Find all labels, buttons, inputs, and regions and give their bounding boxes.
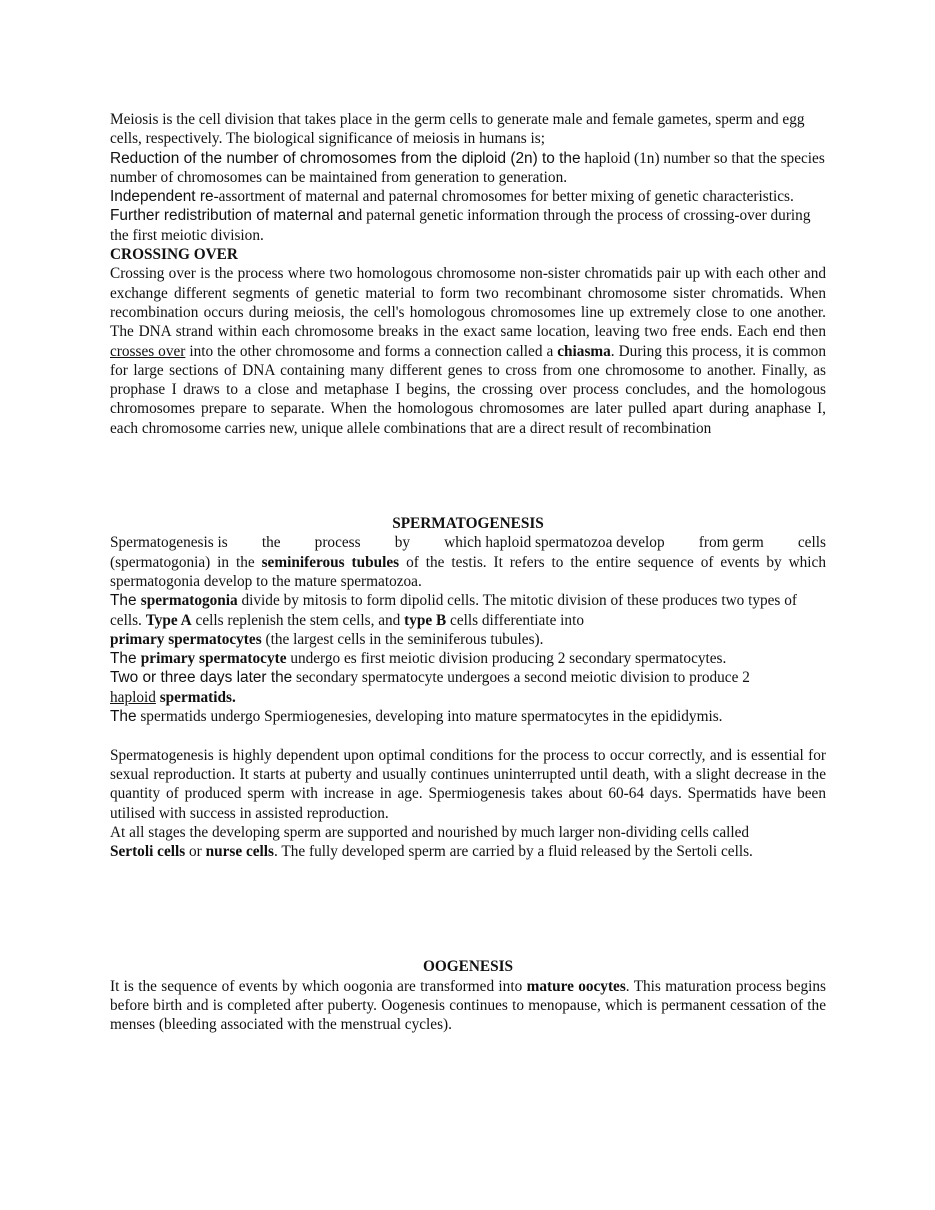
spermatogonia-paragraph <box>110 591 826 649</box>
primary-spermatocyte-paragraph <box>110 649 826 668</box>
nurse-cells-term: nurse cells <box>205 843 274 861</box>
sp-word-3: process <box>314 534 361 552</box>
secondary-spermatocyte-paragraph <box>110 668 826 707</box>
chiasma-term: chiasma <box>557 342 611 360</box>
type-a-term: Type A <box>145 611 192 629</box>
type-b-term: type B <box>404 611 447 629</box>
spermatids-paragraph <box>110 707 826 726</box>
primary-spermatocytes-term: primary spermatocytes <box>110 630 262 648</box>
spermatids-lead: The <box>110 708 137 726</box>
spermatogonia-text-1: divide by mitosis to form dipolid cells. The mitotic division of these produces two types of cells. <box>110 592 797 629</box>
point-3-rest: d paternal genetic information through the process of crossing-over during the first meiotic division. <box>110 207 811 244</box>
crosses-over-link[interactable]: crosses over <box>110 342 186 360</box>
definition-text-2: of the testis. It refers to the entire sequence of events by which spermatogonia develop to the mature spermatozoa. <box>110 553 826 590</box>
intro-paragraph: Meiosis is the cell division that takes place in the germ cells to generate male and female gametes, sperm and egg cells, respectively. The biological significance of meiosis in humans is; <box>110 111 805 148</box>
sp-word-1: Spermatogenesis is <box>110 534 228 552</box>
spermatogonia-lead: The <box>110 592 141 610</box>
secondary-text: secondary spermatocyte undergoes a second meiotic division to produce 2 <box>292 669 750 687</box>
point-2-lead: Independent re <box>110 188 214 206</box>
sp-word-2: the <box>261 534 281 552</box>
primary-spermatocyte-term: primary spermatocyte <box>140 650 287 668</box>
oogenesis-text-2: . This maturation process begins before birth and is completed after puberty. Oogenesis continues to menopause, which is permanent cessation of the menses (bleeding associated with the menstrual cycles). <box>110 977 826 1034</box>
primary-text: undergo es first meiotic division producing 2 secondary spermatocytes. <box>286 650 727 668</box>
crossing-over-paragraph <box>110 264 826 438</box>
point-1-rest: haploid (1n) number so that the species number of chromosomes can be maintained from generation to generation. <box>110 149 825 186</box>
spermatogenesis-heading: SPERMATOGENESIS <box>392 515 544 533</box>
spermatogenesis-definition <box>110 553 826 592</box>
spermatogenesis-conditions-paragraph: Spermatogenesis is highly dependent upon optimal conditions for the process to occur correctly, and is essential for sexual reproduction. It starts at puberty and usually continues uninterrupted until death, with a slight decrease in the quantity of produced sperm with increase in age. Spermiogenesis takes about 60-64 days. Spermatids have been utilised with success in assisted reproduction. <box>110 746 826 822</box>
oogenesis-paragraph <box>110 977 826 1035</box>
crossing-text-3: . During this process, it is common for large sections of DNA containing many different genes to cross from one chromosome to another. Finally, as prophase I draws to a close and metaphase I begins, the crossing over process concludes, and the homologous chromosomes prepare to separate. When the homologous chromosomes are later pulled apart during anaphase I, each chromosome carries new, unique allele combinations that are a direct result of recombination <box>110 342 826 437</box>
spermatogonia-term: spermatogonia <box>140 592 238 610</box>
secondary-lead: Two or three days later the <box>110 669 293 687</box>
sp-word-5: which haploid spermatozoa develop <box>444 534 665 552</box>
significance-point-3 <box>110 206 826 245</box>
blank-line <box>110 726 826 745</box>
primary-lead: The <box>110 650 141 668</box>
significance-point-1 <box>110 149 826 188</box>
spermatogonia-text-3: cells differentiate into <box>446 611 584 629</box>
crossing-text-2: into the other chromosome and forms a connection called a <box>185 342 558 360</box>
crossing-over-heading: CROSSING OVER <box>110 246 238 264</box>
point-1-lead: Reduction of the number of chromosomes from the diploid (2n) to the <box>110 149 581 167</box>
spermatogonia-text-4: (the largest cells in the seminiferous tubules). <box>261 630 544 648</box>
sp-word-7: cells <box>797 534 826 552</box>
point-2-rest: -assortment of maternal and paternal chromosomes for better mixing of genetic characteristics. <box>213 188 794 206</box>
sp-word-4: by <box>394 534 410 552</box>
spermatogonia-text-2: cells replenish the stem cells, and <box>191 611 405 629</box>
spermatids-text: spermatids undergo Spermiogenesies, developing into mature spermatocytes in the epididymis. <box>136 708 723 726</box>
significance-point-2 <box>110 187 826 206</box>
haploid-link[interactable]: haploid <box>110 688 156 706</box>
point-3-lead: Further redistribution of maternal an <box>110 207 355 225</box>
seminiferous-tubules-term: seminiferous tubules <box>261 553 400 571</box>
definition-text-1: (spermatogonia) in the <box>110 553 262 571</box>
spermatogenesis-first-line <box>110 533 826 552</box>
spermatids-term: spermatids. <box>159 688 236 706</box>
oogenesis-text-1: It is the sequence of events by which oogonia are transformed into <box>110 977 527 995</box>
section-gap <box>110 438 826 514</box>
mature-oocytes-term: mature oocytes <box>526 977 626 995</box>
oogenesis-heading: OOGENESIS <box>422 958 514 976</box>
crossing-text-1: Crossing over is the process where two homologous chromosome non-sister chromatids pair up with each other and exchange different segments of genetic material to form two recombinant chromosome sister chromatids. When recombination occurs during meiosis, the cell's homologous chromosomes line up extremely close to one another. The DNA strand within each chromosome breaks in the exact same location, leaving two free ends. Each end then <box>110 265 826 341</box>
sertoli-text-3: . The fully developed sperm are carried by a fluid released by the Sertoli cells. <box>274 843 753 861</box>
sertoli-paragraph <box>110 823 826 862</box>
section-gap <box>110 861 826 957</box>
sertoli-cells-term: Sertoli cells <box>110 843 186 861</box>
sertoli-text-1: At all stages the developing sperm are supported and nourished by much larger non-dividing cells called <box>110 823 750 841</box>
sertoli-text-2: or <box>185 843 206 861</box>
sp-word-6: from germ <box>698 534 764 552</box>
document-page <box>110 110 826 1035</box>
